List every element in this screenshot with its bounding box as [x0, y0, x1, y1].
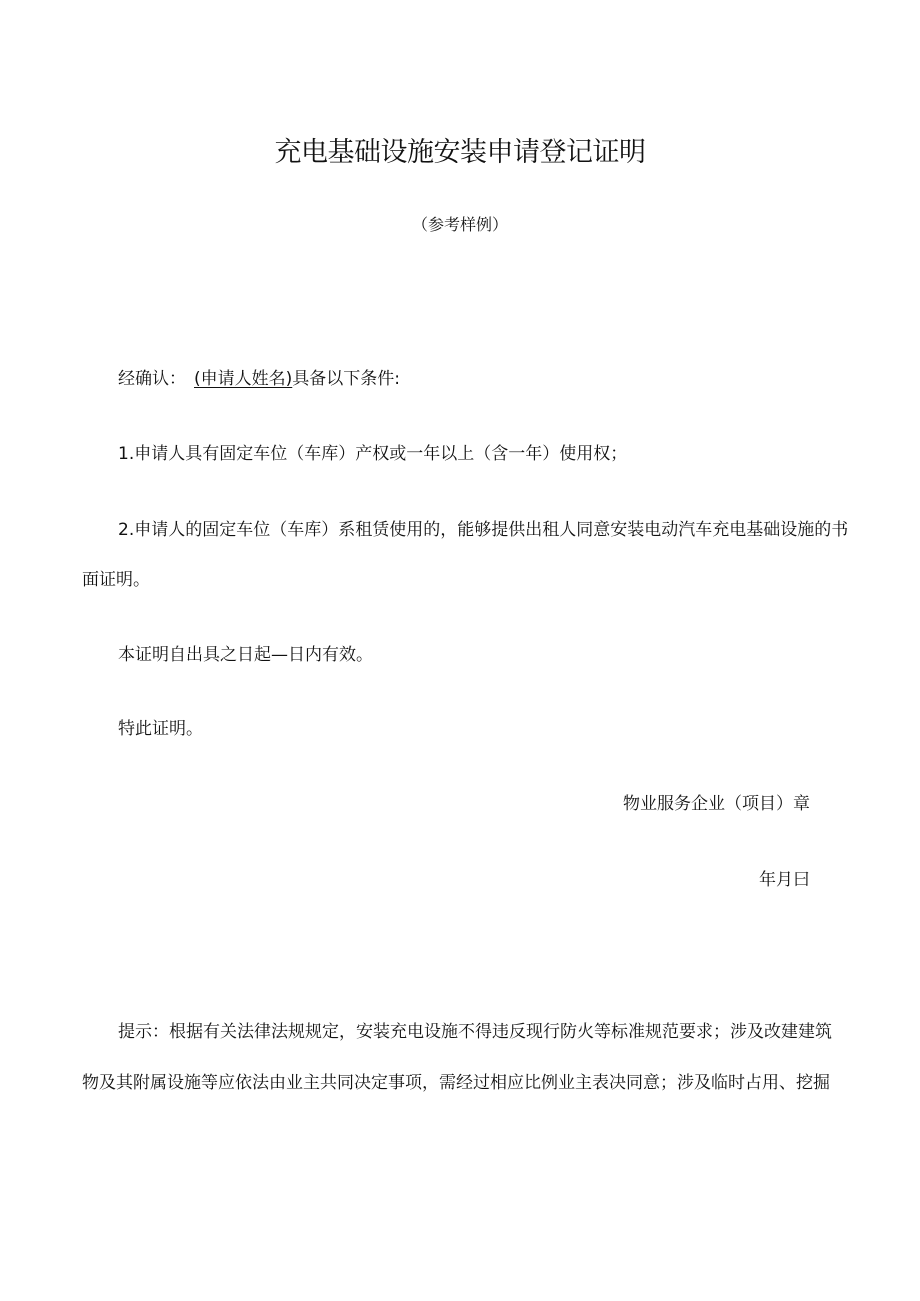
document-title: 充电基础设施安装申请登记证明: [274, 137, 646, 168]
document-subtitle: （参考样例）: [411, 215, 508, 234]
applicant-name-placeholder: (申请人姓名): [194, 369, 293, 389]
validity-statement: 本证明自出具之日起—日内有效。: [118, 645, 373, 665]
seal-line: 物业服务企业（项目）章: [623, 794, 810, 814]
confirmation-prefix: 经确认：: [118, 369, 186, 389]
date-line: 年月曰: [759, 870, 810, 890]
tip-line-1: 提示：根据有关法律法规规定，安装充电设施不得违反现行防火等标准规范要求；涉及改建建筑: [118, 1022, 832, 1042]
closing-statement: 特此证明。: [118, 719, 203, 739]
tip-line-2: 物及其附属设施等应依法由业主共同决定事项，需经过相应比例业主表决同意；涉及临时占用、挖掘: [82, 1073, 830, 1093]
confirmation-suffix: 具备以下条件:: [292, 369, 400, 389]
condition-1: 1.申请人具有固定车位（车库）产权或一年以上（含一年）使用权；: [118, 444, 628, 464]
confirmation-line: [118, 365, 400, 393]
condition-2-line-1: 2.申请人的固定车位（车库）系租赁使用的，能够提供出租人同意安装电动汽车充电基础设施的书: [118, 520, 849, 540]
condition-2-line-2: 面证明。: [82, 570, 150, 590]
